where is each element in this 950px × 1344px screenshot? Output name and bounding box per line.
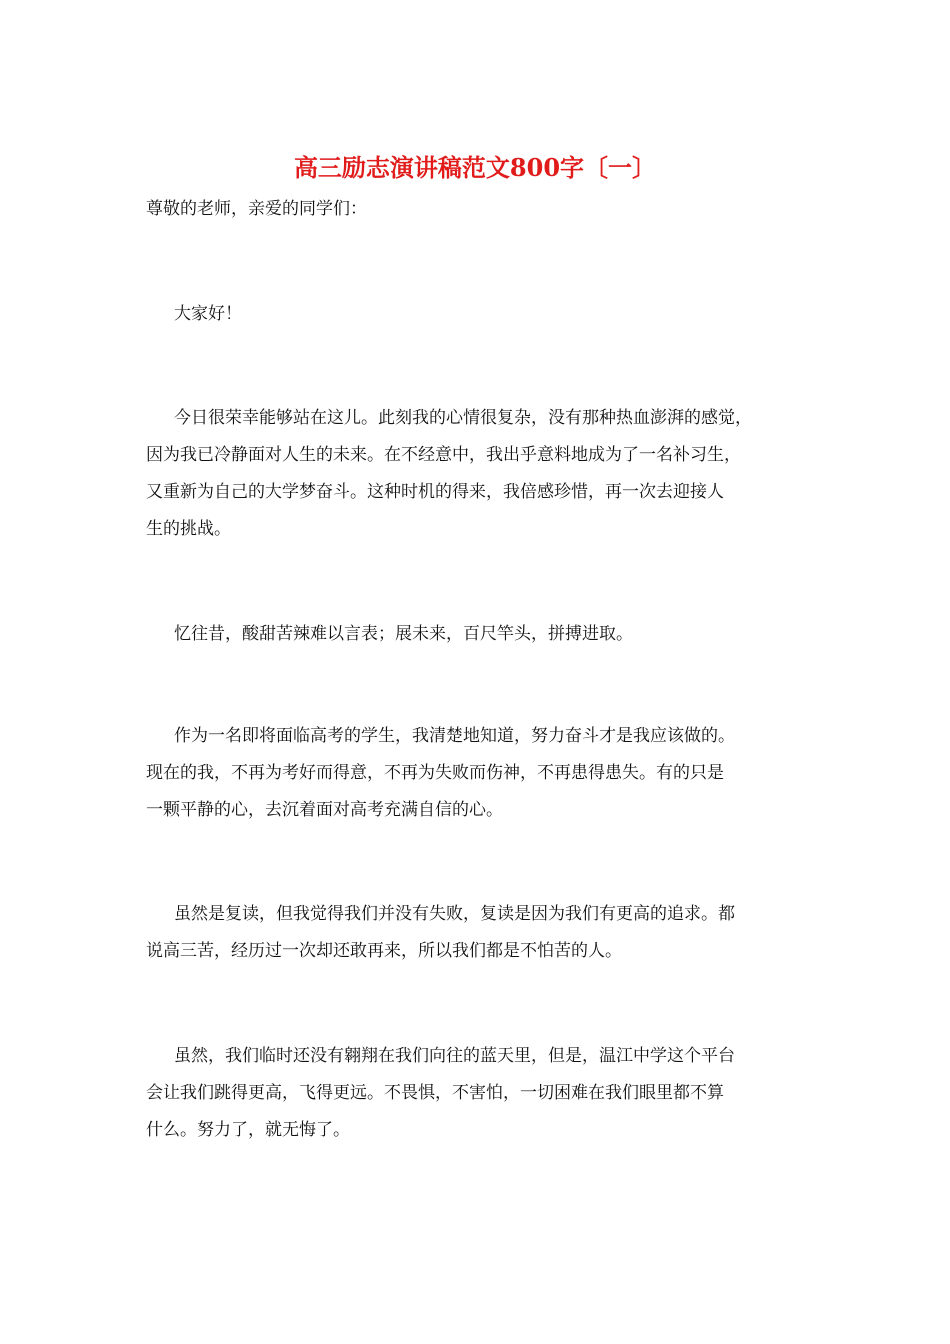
paragraph-line: 虽然是复读，但我觉得我们并没有失败，复读是因为我们有更高的追求。都 (174, 904, 735, 924)
paragraph-line: 作为一名即将面临高考的学生，我清楚地知道，努力奋斗才是我应该做的。 (174, 726, 735, 746)
paragraph-line: 说高三苦，经历过一次却还敢再来，所以我们都是不怕苦的人。 (146, 941, 622, 961)
paragraph-repeat (146, 896, 836, 970)
paragraph-line: 因为我已冷静面对人生的未来。在不经意中，我出乎意料地成为了一名补习生， (146, 445, 741, 465)
paragraph-line: 生的挑战。 (146, 519, 231, 539)
paragraph-student (146, 718, 836, 829)
paragraph-reflection (146, 616, 836, 653)
paragraph-line: 会让我们跳得更高，飞得更远。不畏惧，不害怕，一切困难在我们眼里都不算 (146, 1083, 724, 1103)
salutation: 尊敬的老师，亲爱的同学们： (146, 199, 367, 219)
paragraph-line: 忆往昔，酸甜苦辣难以言表；展未来，百尺竿头，拼搏进取。 (174, 624, 633, 644)
paragraph-line: 虽然，我们临时还没有翱翔在我们向往的蓝天里，但是，温江中学这个平台 (174, 1046, 735, 1066)
document-title: 高三励志演讲稿范文800字〔一〕 (293, 153, 657, 182)
paragraph-intro (146, 400, 836, 548)
paragraph-greeting (146, 296, 836, 333)
paragraph-line: 什么。努力了，就无悔了。 (146, 1120, 350, 1140)
paragraph-line: 今日很荣幸能够站在这儿。此刻我的心情很复杂，没有那种热血澎湃的感觉， (174, 408, 752, 428)
paragraph-line: 又重新为自己的大学梦奋斗。这种时机的得来，我倍感珍惜，再一次去迎接人 (146, 482, 724, 502)
paragraph-line: 现在的我，不再为考好而得意，不再为失败而伤神，不再患得患失。有的只是 (146, 763, 724, 783)
paragraph-line: 一颗平静的心，去沉着面对高考充满自信的心。 (146, 800, 503, 820)
paragraph-school (146, 1038, 836, 1149)
paragraph-line: 大家好！ (174, 304, 242, 324)
